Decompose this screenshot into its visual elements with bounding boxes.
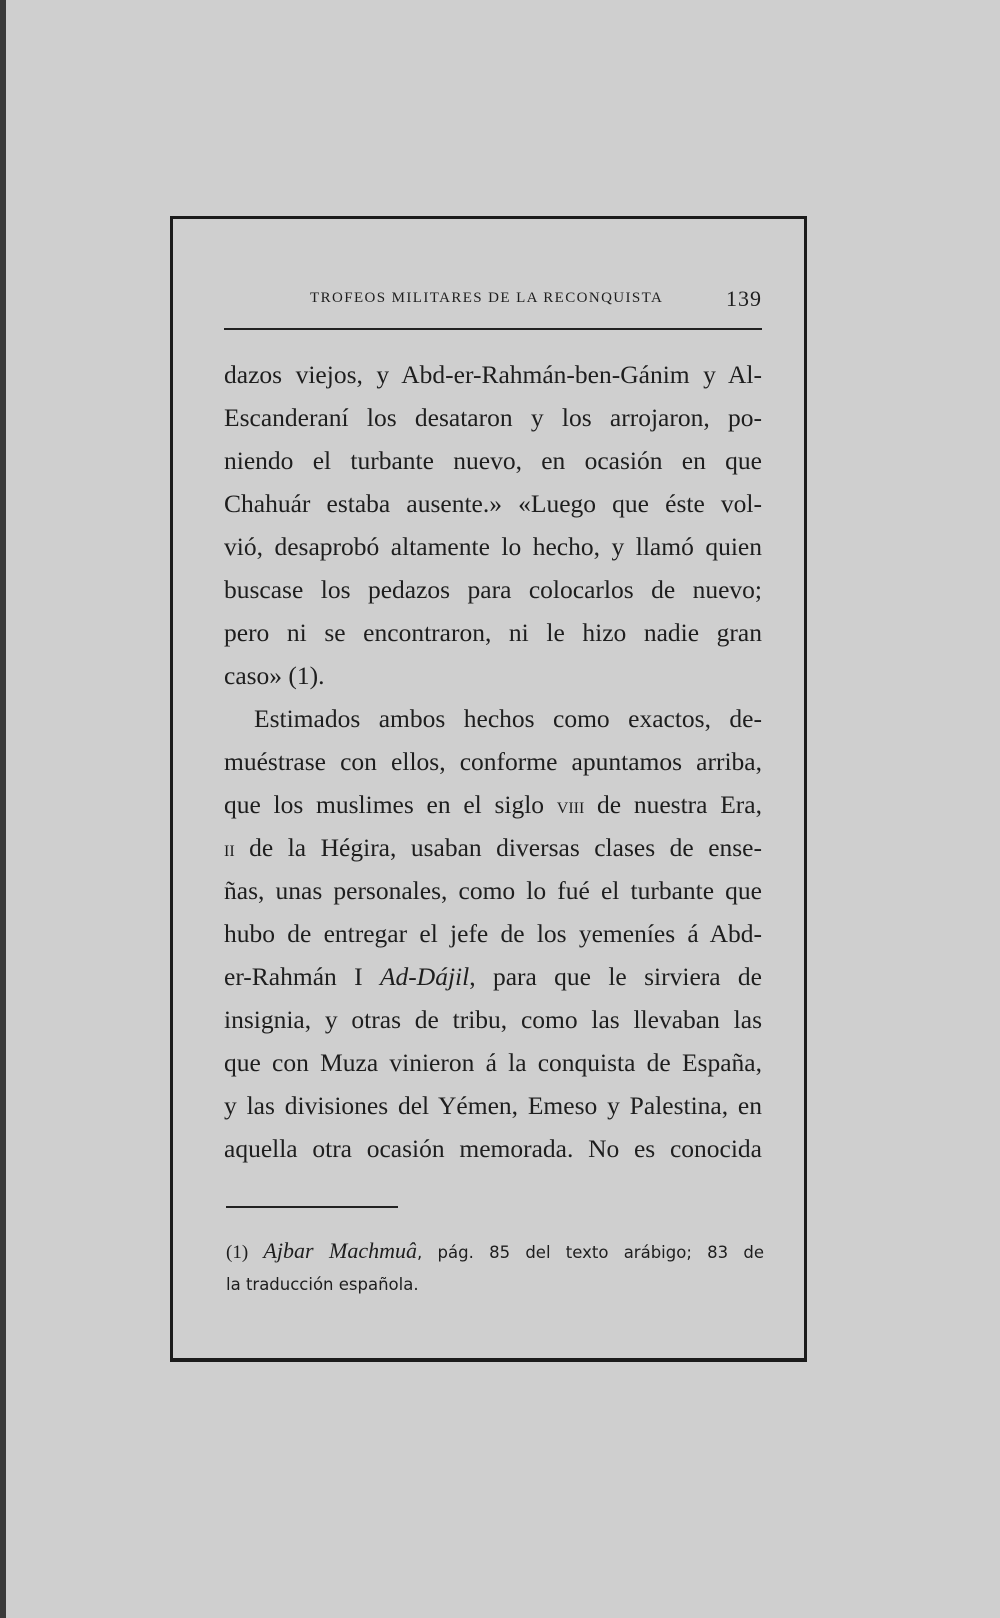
- text-line: que con Muza vinieron á la conquista de España,: [224, 1048, 762, 1077]
- text-line: muéstrase con ellos, conforme apuntamos arriba,: [224, 747, 762, 776]
- footnote-line: [226, 1234, 764, 1268]
- body-text: [224, 353, 762, 1170]
- roman-numeral: ii: [224, 836, 235, 861]
- text-line: [224, 826, 762, 869]
- text-line: niendo el turbante nuevo, en ocasión en que: [224, 446, 762, 475]
- text-segment: de nuestra Era,: [584, 790, 762, 819]
- text-segment: , para que le sirviera de: [469, 962, 762, 991]
- text-line: [224, 955, 762, 998]
- text-line: Chahuár estaba ausente.» «Luego que éste vol-: [224, 489, 762, 518]
- footnote-rule: [226, 1206, 398, 1208]
- footnote-text: , pág. 85 del texto arábigo; 83 de: [417, 1243, 765, 1262]
- text-line: insignia, y otras de tribu, como las llevaban las: [224, 1005, 762, 1034]
- italic-name: Ad-Dájil: [379, 962, 470, 991]
- text-line: Escanderaní los desataron y los arrojaron, po-: [224, 403, 762, 432]
- text-line: hubo de entregar el jefe de los yemeníes á Abd-: [224, 919, 762, 948]
- footnote: [226, 1234, 764, 1302]
- text-segment: er-Rahmán I: [224, 962, 380, 991]
- footnote-marker: (1): [226, 1242, 249, 1263]
- text-segment: de la Hégira, usaban diversas clases de ense-: [234, 833, 762, 862]
- footnote-line: la traducción española.: [226, 1275, 419, 1294]
- running-title: TROFEOS MILITARES DE LA RECONQUISTA: [310, 290, 664, 306]
- text-line: pero ni se encontraron, ni le hizo nadie gran: [224, 618, 762, 647]
- running-head: [224, 288, 762, 318]
- text-line: vió, desaprobó altamente lo hecho, y llamó quien: [224, 532, 762, 561]
- text-line: Estimados ambos hechos como exactos, de-: [254, 704, 762, 733]
- roman-numeral: viii: [556, 793, 585, 818]
- header-rule: [224, 328, 762, 330]
- scan-edge-shadow: [0, 0, 6, 1618]
- text-line: aquella otra ocasión memorada. No es conocida: [224, 1134, 762, 1163]
- text-line: buscase los pedazos para colocarlos de nuevo;: [224, 575, 762, 604]
- text-line: caso» (1).: [224, 661, 325, 690]
- text-line: y las divisiones del Yémen, Emeso y Palestina, en: [224, 1091, 762, 1120]
- text-line: ñas, unas personales, como lo fué el turbante que: [224, 876, 762, 905]
- text-segment: que los muslimes en el siglo: [224, 790, 557, 819]
- page-number: 139: [726, 286, 762, 311]
- text-line: dazos viejos, y Abd-er-Rahmán-ben-Gánim y Al-: [224, 360, 762, 389]
- text-line: [224, 783, 762, 826]
- footnote-source-title: Ajbar Machmuâ: [263, 1238, 418, 1263]
